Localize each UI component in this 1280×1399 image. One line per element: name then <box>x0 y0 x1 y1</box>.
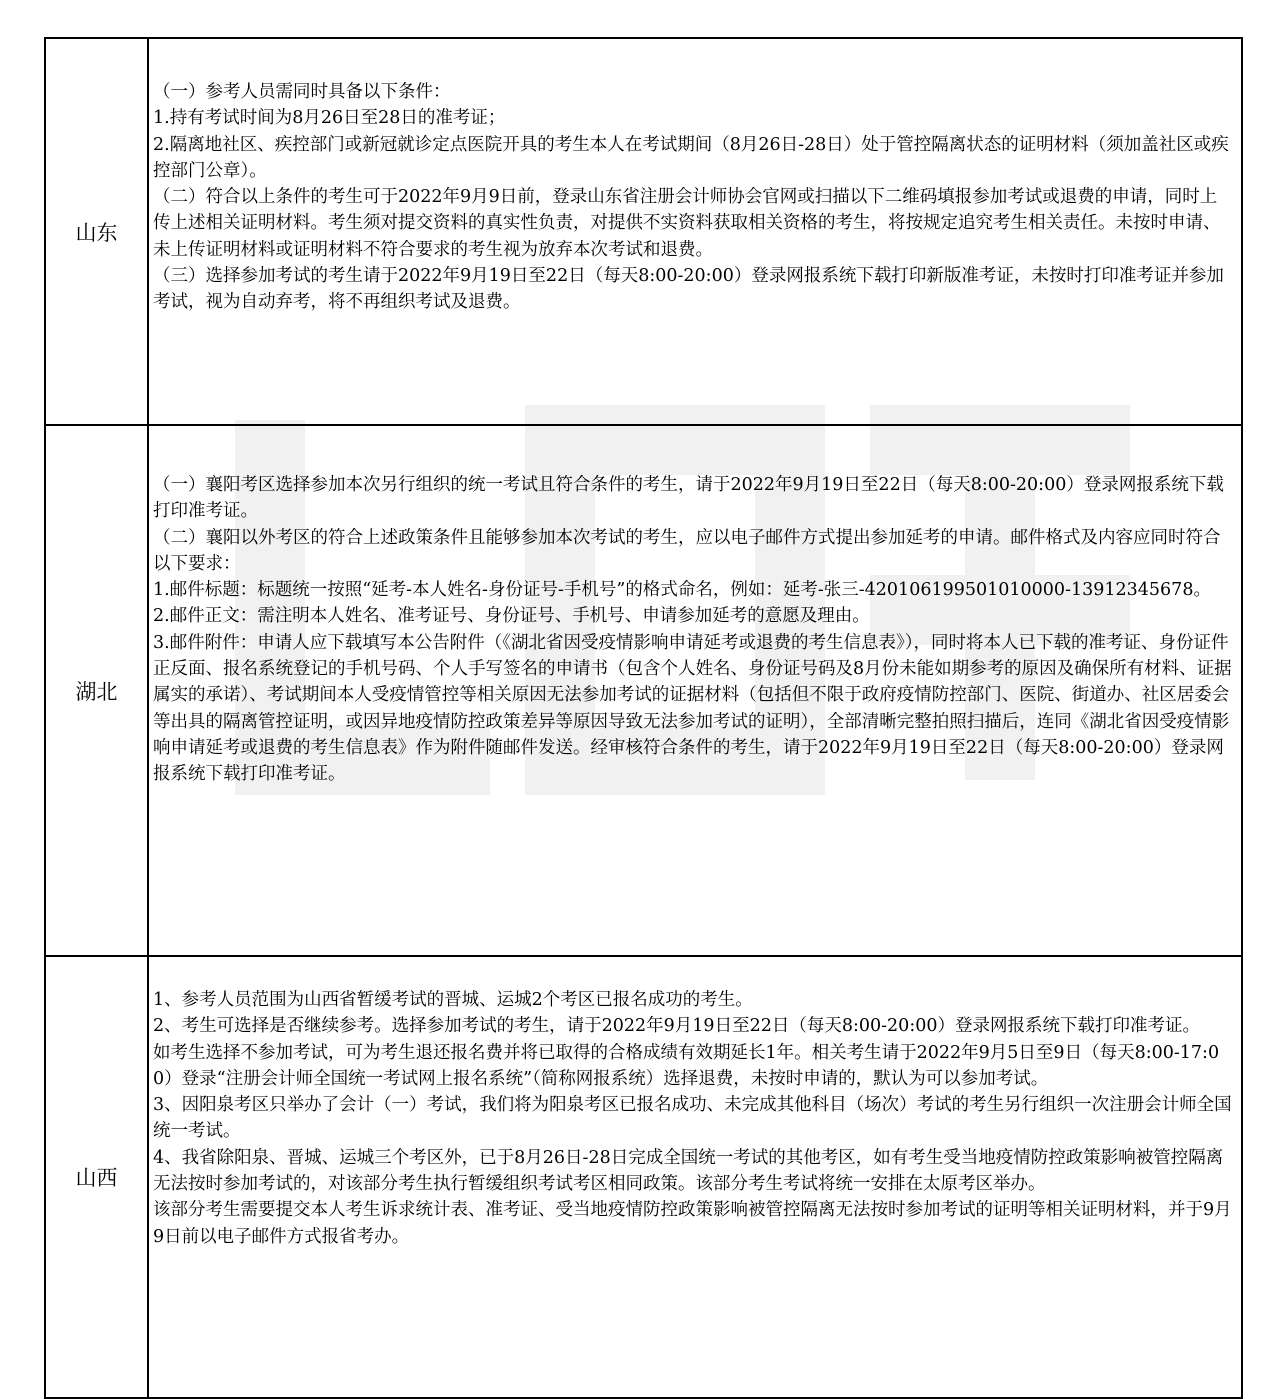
policy-table <box>44 37 1243 1399</box>
paragraph: （二）符合以上条件的考生可于2022年9月9日前，登录山东省注册会计师协会官网或扫描以下二维码填报参加考试或退费的申请，同时上传上述相关证明材料。考生须对提交资料的真实性负责，对提供不实资料获取相关资格的考生，将按规定追究考生相关责任。未按时申请、未上传证明材料或证明材料不符合要求的考生视为放弃本次考试和退费。 <box>153 187 1221 260</box>
paragraph: 如考生选择不参加考试，可为考生退还报名费并将已取得的合格成绩有效期延长1年。相关考生请于2022年9月5日至9日（每天8:00-17:00）登录“注册会计师全国统一考试网上报名系统”（简称网报系统）选择退费，未按时申请的，默认为可以参加考试。 <box>153 1042 1220 1089</box>
paragraph: 4、我省除阳泉、晋城、运城三个考区外，已于8月26日-28日完成全国统一考试的其他考区，如有考生受当地疫情防控政策影响被管控隔离无法按时参加考试的，对该部分考生执行暂缓组织考试考区相同政策。该部分考生考试将统一安排在太原考区举办。 <box>153 1147 1224 1195</box>
table-row <box>45 38 1242 425</box>
region-cell: 山西 <box>45 956 148 1398</box>
paragraph: （二）襄阳以外考区的符合上述政策条件且能够参加本次考试的考生，应以电子邮件方式提出参加延考的申请。邮件格式及内容应同时符合以下要求： <box>153 527 1221 574</box>
paragraph: （一）襄阳考区选择参加本次另行组织的统一考试且符合条件的考生，请于2022年9月19日至22日（每天8:00-20:00）登录网报系统下载打印准考证。 <box>153 475 1224 522</box>
table-row <box>45 425 1242 956</box>
table-row <box>45 956 1242 1398</box>
paragraph: （三）选择参加考试的考生请于2022年9月19日至22日（每天8:00-20:00）登录网报系统下载打印新版准考证，未按时打印准考证并参加考试，视为自动弃考，将不再组织考试及退费。 <box>153 266 1224 313</box>
paragraph: 1.持有考试时间为8月26日至28日的准考证； <box>153 108 506 129</box>
region-cell: 山东 <box>45 38 148 425</box>
paragraph: 2.隔离地社区、疾控部门或新冠就诊定点医院开具的考生本人在考试期间（8月26日-28日）处于管控隔离状态的证明材料（须加盖社区或疾控部门公章）。 <box>153 134 1229 181</box>
paragraph: 该部分考生需要提交本人考生诉求统计表、准考证、受当地疫情防控政策影响被管控隔离无法按时参加考试的证明等相关证明材料，并于9月9日前以电子邮件方式报省考办。 <box>153 1200 1232 1247</box>
paragraph: 2、考生可选择是否继续参考。选择参加考试的考生，请于2022年9月19日至22日（每天8:00-20:00）登录网报系统下载打印准考证。 <box>153 1016 1200 1037</box>
paragraph: 3.邮件附件：申请人应下载填写本公告附件（《湖北省因受疫情影响申请延考或退费的考生信息表》），同时将本人已下载的准考证、身份证件正反面、报名系统登记的手机号码、个人手写签名的申请书（包含个人姓名、身份证号码及8月份未能如期参考的原因及确保所有材料、证据属实的承诺）、考试期间本人受疫情管控等相关原因无法参加考试的证据材料（包括但不限于政府疫情防控部门、医院、街道办、社区居委会等出具的隔离管控证明，或因异地疫情防控政策差异等原因导致无法参加考试的证明），全部清晰完整拍照扫描后，连同《湖北省因受疫情影响申请延考或退费的考生信息表》作为附件随邮件发送。经审核符合条件的考生，请于2022年9月19日至22日（每天8:00-20:00）登录网报系统下载打印准考证。 <box>153 632 1232 785</box>
region-cell: 湖北 <box>45 425 148 956</box>
content-cell <box>148 425 1242 956</box>
paragraph: （一）参考人员需同时具备以下条件： <box>153 82 451 102</box>
content-cell <box>148 38 1242 425</box>
paragraph: 3、因阳泉考区只举办了会计（一）考试，我们将为阳泉考区已报名成功、未完成其他科目（场次）考试的考生另行组织一次注册会计师全国统一考试。 <box>153 1095 1232 1142</box>
content-cell <box>148 956 1242 1398</box>
paragraph: 1、参考人员范围为山西省暂缓考试的晋城、运城2个考区已报名成功的考生。 <box>153 990 753 1010</box>
paragraph: 1.邮件标题：标题统一按照“延考-本人姓名-身份证号-手机号”的格式命名，例如：延考-张三-420106199501010000-13912345678。 <box>153 580 1211 601</box>
paragraph: 2.邮件正文：需注明本人姓名、准考证号、身份证号、手机号、申请参加延考的意愿及理由。 <box>153 606 870 627</box>
